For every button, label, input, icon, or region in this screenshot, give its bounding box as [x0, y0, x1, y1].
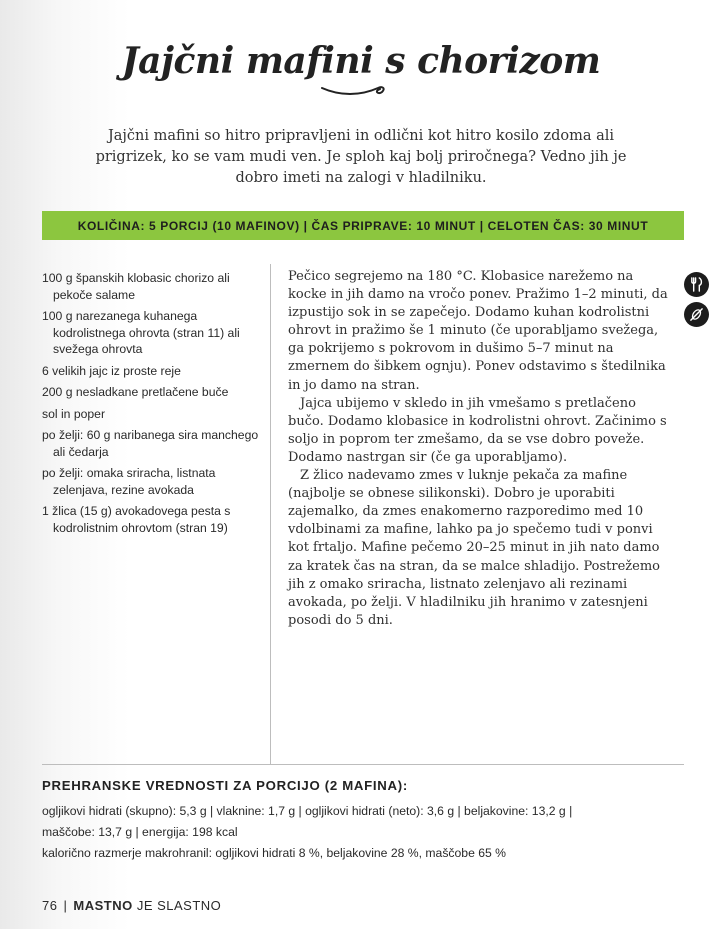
ingredient-item: 200 g nesladkane pretlačene buče [42, 385, 229, 399]
recipe-title: Jajčni mafini s chorizom [121, 40, 601, 82]
book-title-bold: MASTNO [73, 898, 133, 913]
page-footer [42, 898, 221, 913]
ingredient-item: 1 žlica (15 g) avokadovega pesta s kodrolistnim ohrovtom (stran 19) [42, 504, 231, 535]
info-bar-text: KOLIČINA: 5 PORCIJ (10 MAFINOV) | ČAS PRIPRAVE: 10 MINUT | CELOTEN ČAS: 30 MINUT [77, 218, 649, 233]
column-divider [270, 264, 271, 764]
book-title-rest: JE SLASTNO [132, 898, 222, 913]
title-swash-ornament [320, 82, 390, 100]
nutrition-values [42, 801, 682, 864]
page-number: 76 [42, 898, 58, 913]
diet-badges [684, 272, 709, 332]
nutrition-line: ogljikovi hidrati (skupno): 5,3 g | vlaknine: 1,7 g | ogljikovi hidrati (neto): 3,6 g | beljakovine: 13,2 g | [42, 804, 573, 818]
method-paragraph: Jajca ubijemo v skledo in jih vmešamo s pretlačeno bučo. Dodamo klobasice in kodrolistni ohrovt. Začinimo s soljo in poprom ter zmešamo, da se vse dobro poveže. Dodamo nastrgan sir (če ga uporabljamo). [288, 395, 667, 465]
nutrition-title: PREHRANSKE VREDNOSTI ZA PORCIJO (2 MAFINA): [42, 778, 408, 793]
nutrition-line: kalorično razmerje makrohranil: ogljikovi hidrati 8 %, beljakovine 28 %, maščobe 65 % [42, 846, 507, 860]
method-paragraph: Pečico segrejemo na 180 °C. Klobasice narežemo na kocke in jih damo na vročo ponev. Pražimo 1–2 minuti, da izpustijo sok in se zapečejo. Dodamo kuhan kodrolistni ohrovt in pražimo še 1 minuto (če uporabljamo svežega, ga pokrijemo s pokrovom in dušimo 5–7 minut na zmernem do šibkem ognju). Ponev odstavimo s štedilnika in jo damo na stran. [288, 269, 668, 393]
no-nuts-icon [684, 302, 709, 327]
method-text [288, 268, 673, 630]
ingredients-list [42, 270, 264, 541]
ingredient-item: 100 g narezanega kuhanega kodrolistnega ohrovta (stran 11) ali svežega ohrovta [42, 309, 240, 356]
ingredient-item: po želji: 60 g naribanega sira manchego ali čedarja [42, 428, 259, 459]
method-paragraph: Z žlico nadevamo zmes v luknje pekača za mafine (najbolje se obnese silikonski). Dobro je uporabiti zajemalko, da zmes enakomerno razporedimo med 10 vdolbinami za mafine, lahko pa jo spečemo tudi v ponvi kot frtaljo. Mafine pečemo 20–25 minut in jih nato damo za kratek čas na stran, da se malce shladijo. Postrežemo jih z omako sriracha, listnato zelenjavo ali rezinami avokada, po želji. V hladilniku jih hranimo v zatesnjeni posodi do 5 dni. [288, 468, 661, 628]
knife-fork-icon [684, 272, 709, 297]
ingredient-item: sol in poper [42, 406, 106, 421]
recipe-intro: Jajčni mafini so hitro pripravljeni in odlični kot hitro kosilo zdoma ali prigrizek, ko se vam mudi ven. Je sploh kaj bolj priročnega? Vedno jih je dobro imeti na zalogi v hladilniku. [95, 128, 627, 186]
info-bar [42, 211, 684, 240]
section-divider [42, 764, 684, 765]
ingredient-item: po želji: omaka sriracha, listnata zelenjava, rezine avokada [42, 466, 216, 497]
ingredient-item: 6 velikih jajc iz proste reje [42, 363, 181, 378]
nutrition-line: maščobe: 13,7 g | energija: 198 kcal [42, 825, 238, 839]
ingredient-item: 100 g španskih klobasic chorizo ali pekoče salame [42, 271, 230, 302]
footer-separator: | [63, 898, 68, 913]
